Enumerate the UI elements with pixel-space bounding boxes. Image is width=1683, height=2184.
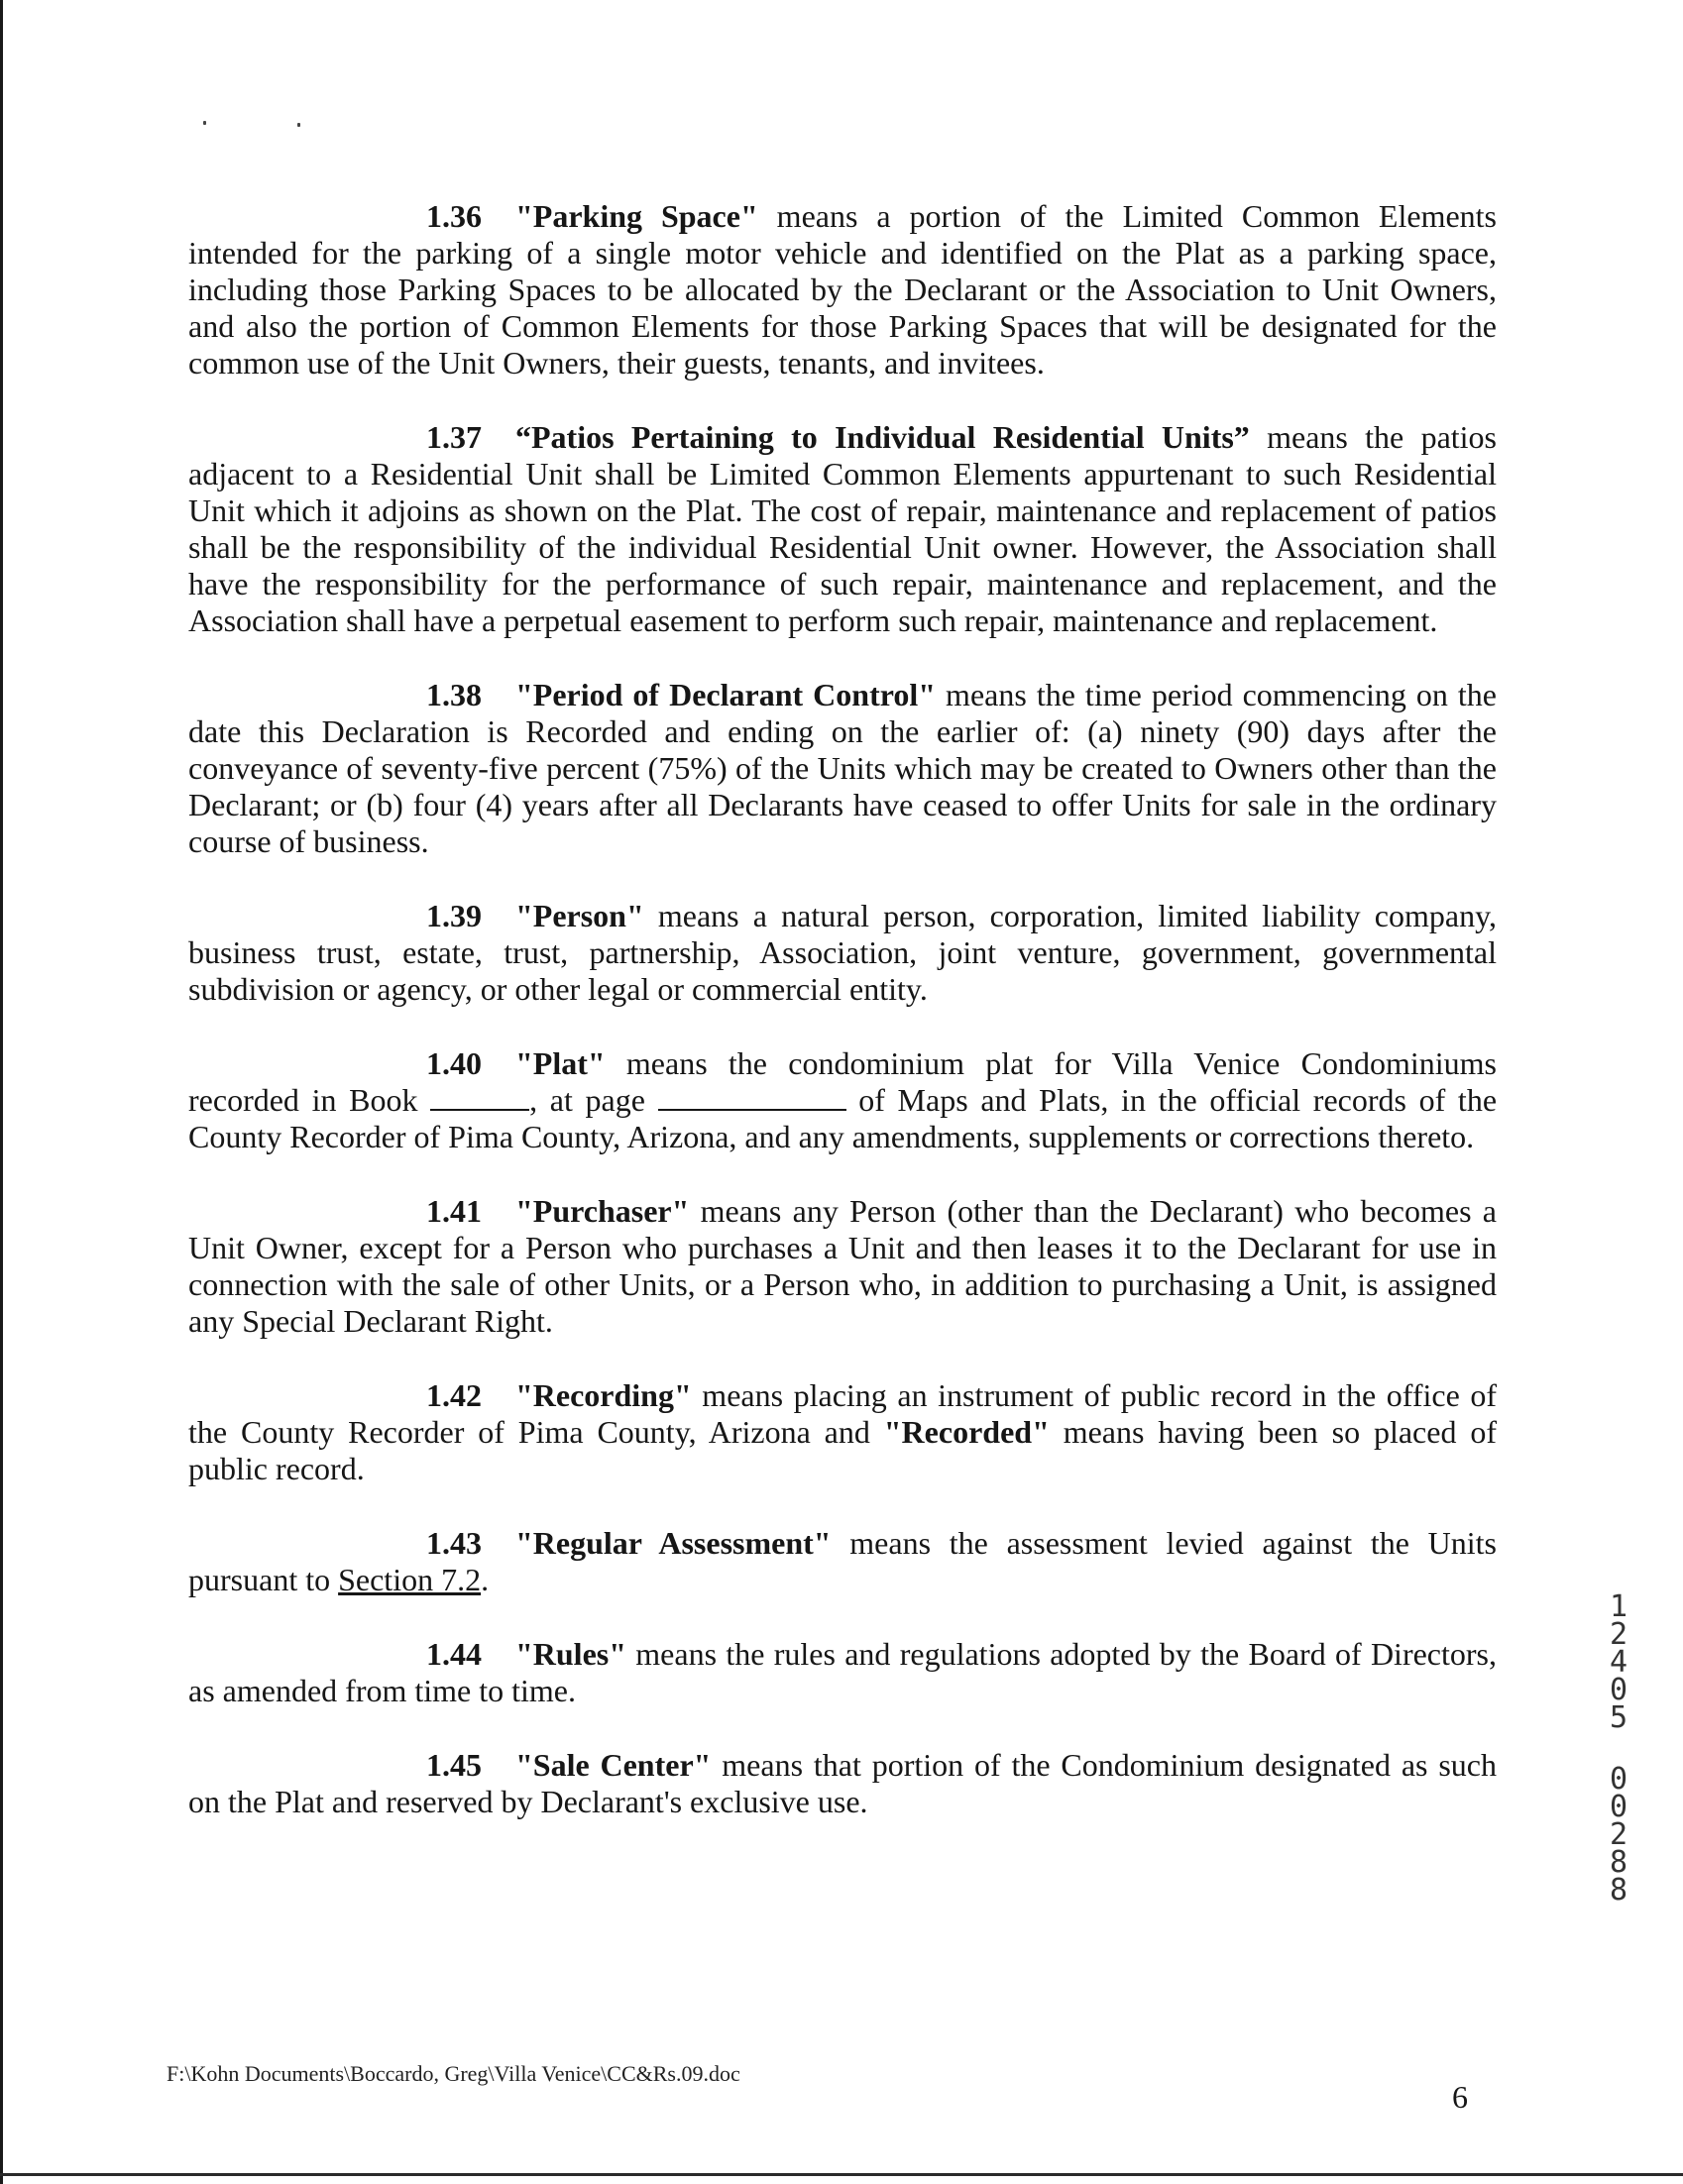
definition-text: means the rules and regulations adopted by the Board of Directors, as amended from time to time. [188, 1636, 1497, 1708]
definition-1-36 [188, 198, 1497, 382]
stamp-group-page [1604, 1762, 1633, 1908]
defined-term: "Rules" [515, 1636, 626, 1672]
stamp-digit: 0 [1609, 1790, 1628, 1824]
definition-text: means the patios adjacent to a Residential Unit shall be Limited Common Elements appurtenant to such Residential Unit which it adjoins as shown on the Plat. The cost of repair, maintenance and replacement of patios shall be the responsibility of the individual Residential Unit owner. However, the Association shall have the responsibility for the performance of such repair, maintenance and replacement, and the Association shall have a perpetual easement to perform such repair, maintenance and replacement. [188, 419, 1498, 638]
section-number: 1.37 [426, 419, 482, 455]
stamp-digit: 0 [1609, 1762, 1628, 1797]
defined-term: "Recorded" [883, 1414, 1050, 1450]
stamp-digit: 1 [1609, 1589, 1628, 1624]
page-number: 6 [1452, 2079, 1468, 2115]
definition-text: . [481, 1562, 490, 1597]
defined-term: "Regular Assessment" [515, 1525, 832, 1561]
defined-term: "Sale Center" [515, 1747, 712, 1783]
page-number-blank [658, 1083, 846, 1111]
defined-term: “Patios Pertaining to Individual Residential Units” [515, 419, 1250, 455]
footer-file-path: F:\Kohn Documents\Boccardo, Greg\Villa Venice\CC&Rs.09.doc [167, 2061, 740, 2086]
section-number: 1.40 [426, 1045, 482, 1081]
section-number: 1.38 [426, 677, 482, 712]
section-reference: Section 7.2 [338, 1562, 482, 1597]
stamp-digit: 8 [1609, 1873, 1628, 1908]
definition-1-40 [188, 1045, 1497, 1155]
scan-speck [203, 121, 206, 125]
defined-term: "Purchaser" [515, 1193, 690, 1229]
scan-edge-left [0, 0, 3, 2184]
defined-term: "Period of Declarant Control" [515, 677, 937, 712]
definition-text: means that portion of the Condominium designated as such on the Plat and reserved by Declarant's exclusive use. [188, 1747, 1498, 1819]
definition-text: , at page [529, 1082, 658, 1118]
definition-text: of Maps and Plats, in the official records of the County Recorder of Pima County, Arizona, and any amendments, supplements or corrections thereto. [188, 1082, 1498, 1154]
definition-1-44 [188, 1636, 1497, 1709]
definition-text: means the condominium plat for Villa Venice Condominiums recorded in Book [188, 1045, 1497, 1118]
definition-1-45 [188, 1747, 1497, 1820]
section-number: 1.42 [426, 1377, 482, 1413]
defined-term: "Recording" [515, 1377, 692, 1413]
defined-term: "Plat" [515, 1045, 606, 1081]
stamp-digit: 0 [1609, 1673, 1628, 1707]
stamp-digit: 4 [1609, 1645, 1628, 1680]
definition-text: means the assessment levied against the Units pursuant to [188, 1525, 1498, 1597]
definition-text: means having been so placed of public record. [188, 1414, 1498, 1486]
document-body [188, 198, 1497, 1858]
scan-edge-bottom [0, 2173, 1683, 2176]
definition-text: means any Person (other than the Declarant) who becomes a Unit Owner, except for a Person who purchases a Unit and then leases it to the Declarant for use in connection with the sale of other Units, or a Person who, in addition to purchasing a Unit, is assigned any Special Declarant Right. [188, 1193, 1497, 1339]
section-number: 1.39 [426, 898, 482, 933]
definition-text: means a natural person, corporation, limited liability company, business trust, estate, trust, partnership, Association, joint venture, government, governmental subdivision or agency, or other legal or commercial entity. [188, 898, 1497, 1007]
stamp-digit: 2 [1609, 1817, 1628, 1852]
book-number-blank [430, 1083, 529, 1111]
stamp-digit: 2 [1609, 1617, 1628, 1652]
stamp-digit: 5 [1609, 1700, 1628, 1735]
defined-term: "Parking Space" [515, 198, 758, 234]
definition-1-39 [188, 898, 1497, 1008]
recording-stamp [1604, 1589, 1633, 1938]
definition-1-38 [188, 677, 1497, 860]
definition-text: means the time period commencing on the date this Declaration is Recorded and ending on the earlier of: (a) ninety (90) days after the conveyance of seventy-five percent (75%) of the Units which may be created to Owners other than the Declarant; or (b) four (4) years after all Declarants have ceased to offer Units for sale in the ordinary course of business. [188, 677, 1498, 859]
section-number: 1.36 [426, 198, 482, 234]
scan-speck [297, 123, 300, 127]
defined-term: "Person" [515, 898, 644, 933]
section-number: 1.43 [426, 1525, 482, 1561]
definition-1-41 [188, 1193, 1497, 1340]
stamp-group-docket [1604, 1589, 1633, 1735]
definition-text: means placing an instrument of public record in the office of the County Recorder of Pima County, Arizona and [188, 1377, 1497, 1450]
definition-1-43 [188, 1525, 1497, 1598]
definition-text: means a portion of the Limited Common Elements intended for the parking of a single motor vehicle and identified on the Plat as a parking space, including those Parking Spaces to be allocated by the Declarant or the Association to Unit Owners, and also the portion of Common Elements for those Parking Spaces that will be designated for the common use of the Unit Owners, their guests, tenants, and invitees. [188, 198, 1497, 381]
stamp-digit: 8 [1609, 1845, 1628, 1880]
section-number: 1.45 [426, 1747, 482, 1783]
definition-1-42 [188, 1377, 1497, 1487]
section-number: 1.41 [426, 1193, 482, 1229]
definition-1-37 [188, 419, 1497, 639]
section-number: 1.44 [426, 1636, 482, 1672]
